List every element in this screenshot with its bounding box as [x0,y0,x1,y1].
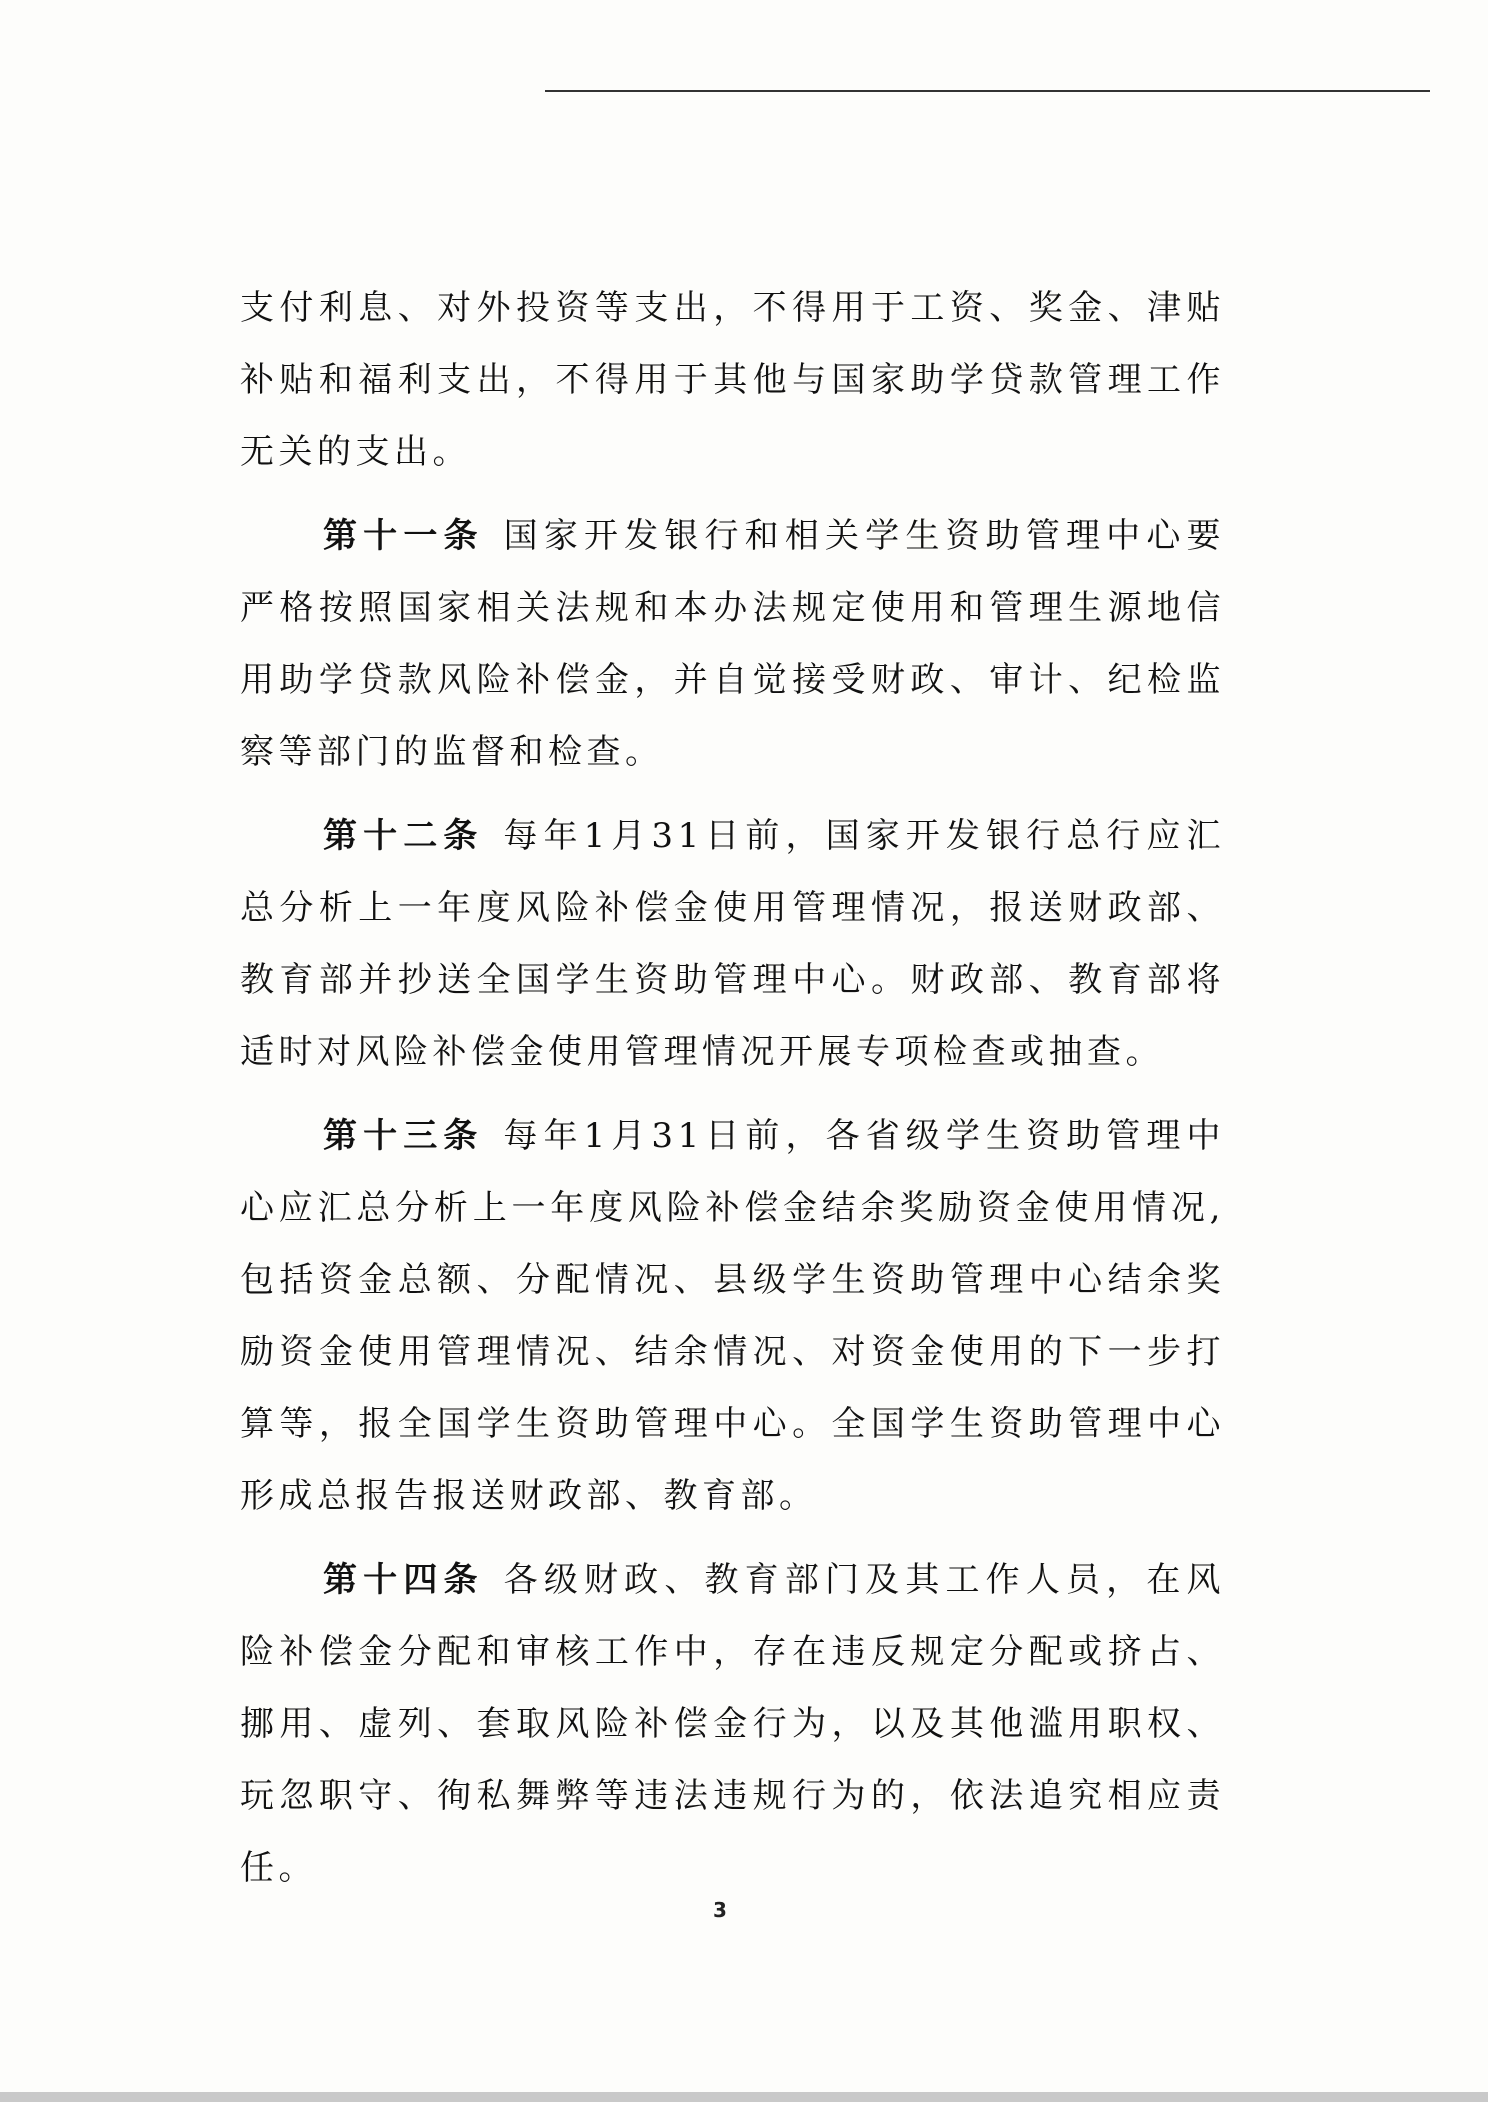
document-body [240,272,1225,1904]
article-number: 第十二条 [323,816,484,856]
page-number: 3 [713,1898,727,1922]
article-number: 第十四条 [323,1560,484,1600]
article-13 [240,1100,1225,1532]
article-12 [240,800,1225,1088]
header-rule [545,90,1430,92]
article-text: 每年1月31日前，各省级学生资助管理中心应汇总分析上一年度风险补偿金结余奖励资金使用情况,包括资金总额、分配情况、县级学生资助管理中心结余奖励资金使用管理情况、结余情况、对资金使用的下一步打算等，报全国学生资助管理中心。全国学生资助管理中心形成总报告报送财政部、教育部。 [240,1116,1225,1516]
paragraph-text: 支付利息、对外投资等支出，不得用于工资、奖金、津贴补贴和福利支出，不得用于其他与国家助学贷款管理工作无关的支出。 [240,288,1225,472]
paragraph-continuation [240,272,1225,488]
article-11 [240,500,1225,788]
article-number: 第十三条 [323,1116,484,1156]
article-text: 国家开发银行和相关学生资助管理中心要严格按照国家相关法规和本办法规定使用和管理生源地信用助学贷款风险补偿金，并自觉接受财政、审计、纪检监察等部门的监督和检查。 [240,516,1226,772]
article-text: 每年1月31日前，国家开发银行总行应汇总分析上一年度风险补偿金使用管理情况，报送财政部、教育部并抄送全国学生资助管理中心。财政部、教育部将适时对风险补偿金使用管理情况开展专项检查或抽查。 [240,816,1225,1072]
article-number: 第十一条 [323,516,484,556]
article-14 [240,1544,1225,1904]
article-text: 各级财政、教育部门及其工作人员，在风险补偿金分配和审核工作中，存在违反规定分配或挤占、挪用、虚列、套取风险补偿金行为，以及其他滥用职权、玩忽职守、徇私舞弊等违法违规行为的，依法追究相应责任。 [240,1560,1226,1888]
scan-edge [0,2092,1488,2102]
